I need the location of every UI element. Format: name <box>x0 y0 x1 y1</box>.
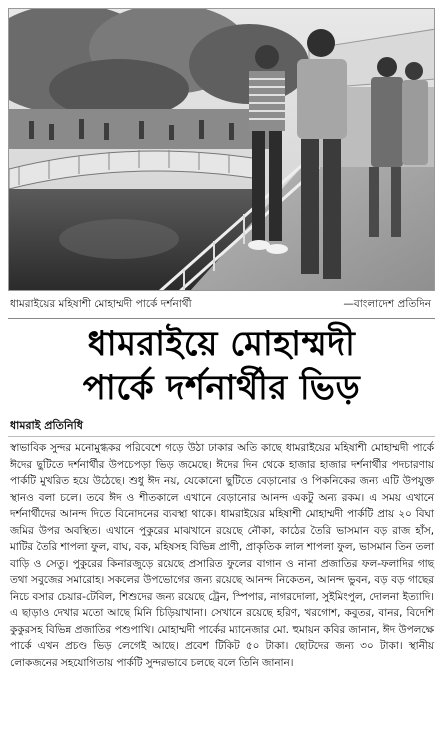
photo-caption <box>8 293 435 315</box>
byline-divider <box>8 436 435 437</box>
headline <box>8 322 435 410</box>
photo-credit: —বাংলাদেশ প্রতিদিন <box>343 298 431 310</box>
article-paragraph: স্বাভাবিক সুন্দর মনোমুগ্ধকর পরিবেশে গড়ে উঠা ঢাকার অতি কাছে ধামরাইয়ের মহিষাশী মোহাম্মদী পার্কে ঈদের ছুটিতে দর্শনার্থীর উপচেপড়া ভিড় জমেছে। ঈদের দিন থেকে হাজার হাজার দর্শনার্থীর পদচারণায় পার্কটি মুখরিত হয়ে উঠেছে। শুধু ঈদ নয়, যেকোনো ছুটিতে বেড়ানোর ও পিকনিকের জন্য এটি উপযুক্ত স্থানও বলা চলে। তবে ঈদ ও শীতকালে এখানে বেড়ানোর আনন্দ একটু অন্য রকম। এ সময় এখানে দর্শনার্থীদের আনন্দ দিতে বিনোদনের ব্যবস্থা থাকে। ধামরাইয়ের মহিষাশী মোহাম্মদী পার্কটি প্রায় ২০ বিঘা জমির উপর অবস্থিত। এখানে পুকুরের মাঝখানে রয়েছে নৌকা, কাঠের তৈরি ভাসমান বড় রাজ হাঁস, মাটির তৈরি শাপলা ফুল, বাঘ, বক, মহিষসহ বিভিন্ন প্রাণী, প্রাকৃতিক লাল শাপলা ফুল, ভাসমান তিন তলা বাড়ি ও সেতু। পুকুরের কিনারজুড়ে রয়েছে প্রসারিত ফুলের বাগান ও নানা প্রজাতির ফল-ফলাদির গাছ তথা সবুজের সমারোহ। সকলের উপভোগের জন্য রয়েছে আনন্দ নিকেতন, আনন্দ ভুবন, বড় বড় গাছের নিচে বসার চেয়ার-টেবিল, শিশুদের জন্য রয়েছে ট্রেন, স্পিপার, নাগরদোলা, সুইমিংপুল, দোলনা ইত্যাদি। এ ছাড়াও দেখার মতো আছে মিনি চিড়িয়াখানা। সেখানে রয়েছে হরিণ, খরগোশ, কবুতর, বানর, বিদেশি কুকুরসহ বিভিন্ন প্রজাতির পশুপাখি। মোহাম্মদী পার্কের ম্যানেজার মো. হুমায়ন কবির জানান, ঈদ উপলক্ষে পার্কে এখন প্রচণ্ড ভিড় লেগেই আছে। প্রবেশ টিকিট ৫০ টাকা। ছোটদের জন্য ৩০ টাকা। স্থানীয় লোকজনের সহযোগিতায় পার্কটি সুন্দরভাবে চলছে বলে তিনি জানান। <box>10 442 434 669</box>
park-scene-image <box>9 9 435 291</box>
news-photo <box>8 8 435 291</box>
byline: ধামরাই প্রতিনিধি <box>10 419 83 432</box>
divider <box>8 318 435 319</box>
photo-caption-text: ধামরাইয়ের মহিষাশী মোহাম্মদী পার্কে দর্শনার্থী <box>10 298 192 310</box>
headline-line-1: ধামরাইয়ে মোহাম্মদী <box>87 324 356 364</box>
headline-line-2: পার্কে দর্শনার্থীর ভিড় <box>82 368 361 408</box>
article-body <box>10 440 434 671</box>
